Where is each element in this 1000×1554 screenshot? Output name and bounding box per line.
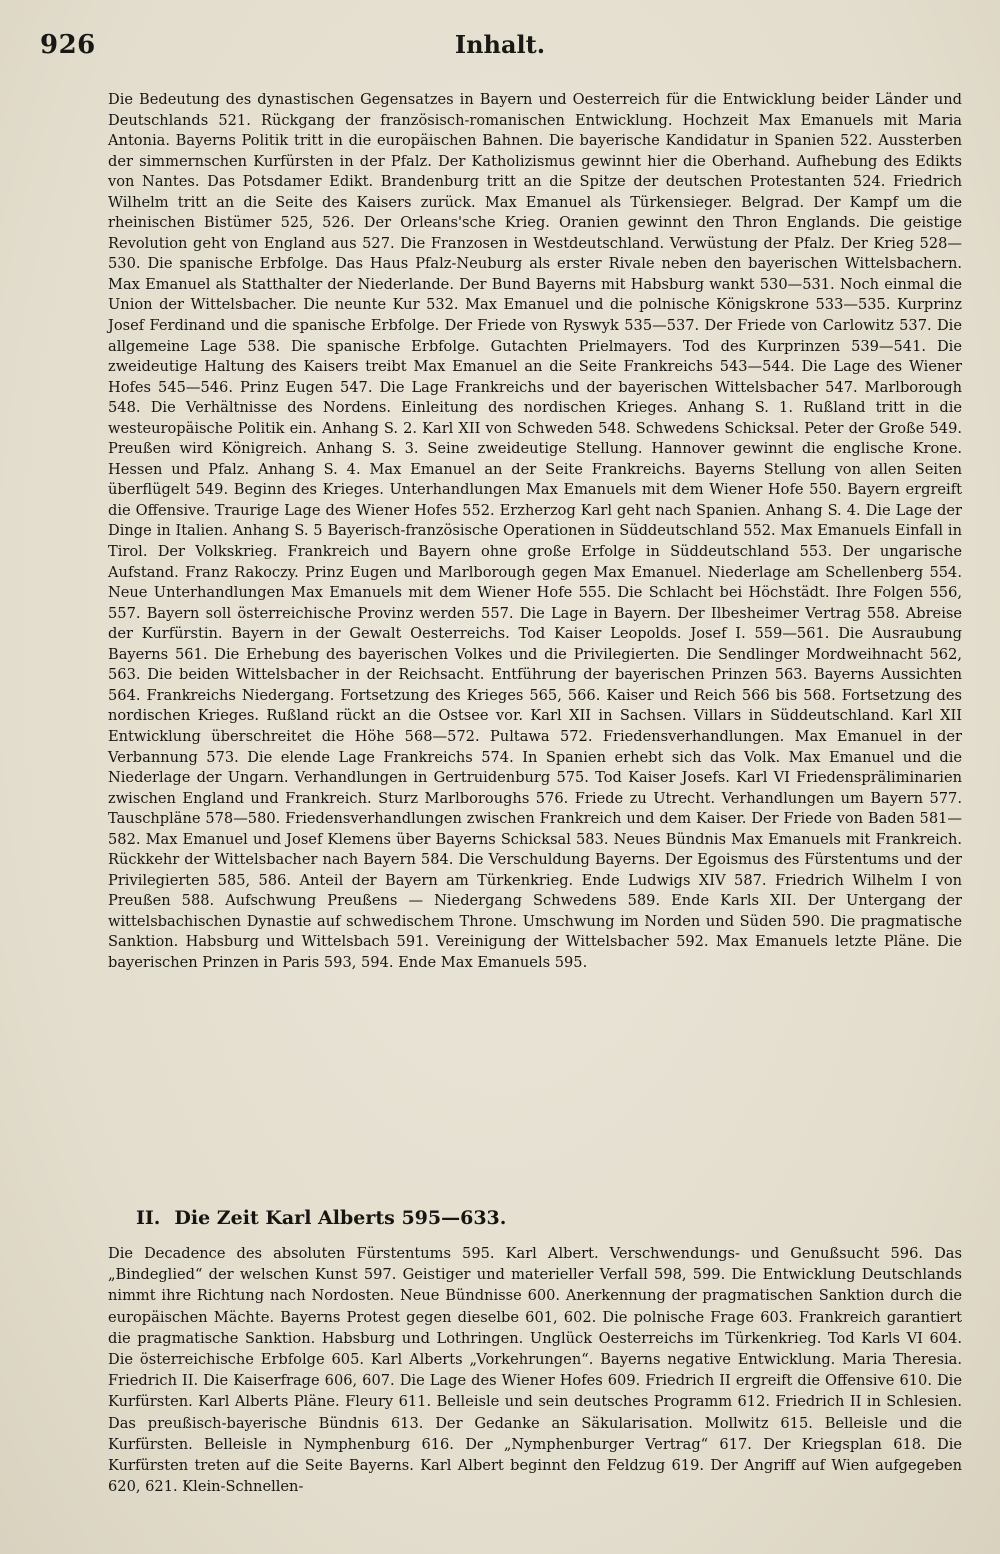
- running-head: Inhalt.: [454, 30, 546, 59]
- section-title: Die Zeit Karl Alberts 595—633.: [174, 1207, 507, 1229]
- toc-paragraph-2: Die Decadence des absoluten Fürstentums 595. Karl Albert. Verschwendungs- und Genußsucht 596. Das „Bindeglied“ der welschen Kunst 597. Geistiger und materieller Verfall 598, 599. Die Entwicklung Deutschlands nimmt ihre Richtung nach Nordosten. Neue Bündnisse 600. Anerkennung der pragmatischen Sanktion durch die europäischen Mächte. Bayerns Protest gegen dieselbe 601, 602. Die polnische Frage 603. Frankreich garantiert die pragmatische Sanktion. Habsburg und Lothringen. Unglück Oesterreichs im Türkenkrieg. Tod Karls VI 604. Die österreichische Erbfolge 605. Karl Alberts „Vorkehrungen“. Bayerns negative Entwicklung. Maria Theresia. Friedrich II. Die Kaiserfrage 606, 607. Die Lage des Wiener Hofes 609. Friedrich II ergreift die Offensive 610. Die Kurfürsten. Karl Alberts Pläne. Fleury 611. Belleisle und sein deutsches Programm 612. Friedrich II in Schlesien. Das preußisch-bayerische Bündnis 613. Der Gedanke an Säkularisation. Mollwitz 615. Belleisle und die Kurfürsten. Belleisle in Nymphenburg 616. Der „Nymphenburger Vertrag“ 617. Der Kriegsplan 618. Die Kurfürsten treten auf die Seite Bayerns. Karl Albert beginnt den Feldzug 619. Der Angriff auf Wien aufgegeben 620, 621. Klein-Schnellen-: [108, 1245, 962, 1496]
- page-number: 926: [40, 30, 96, 60]
- toc-paragraph: Die Bedeutung des dynastischen Gegensatzes in Bayern und Oesterreich für die Entwicklung beider Länder und Deutschlands 521. Rückgang der französisch-romanischen Entwicklung. Hochzeit Max Emanuels mit Maria Antonia. Bayerns Politik tritt in die europäischen Bahnen. Die bayerische Kandidatur in Spanien 522. Aussterben der simmernschen Kurfürsten in der Pfalz. Der Katholizismus gewinnt hier die Oberhand. Aufhebung des Edikts von Nantes. Das Potsdamer Edikt. Brandenburg tritt an die Spitze der deutschen Protestanten 524. Friedrich Wilhelm tritt an die Seite des Kaisers zurück. Max Emanuel als Türkensieger. Belgrad. Der Kampf um die rheinischen Bistümer 525, 526. Der Orleans'sche Krieg. Oranien gewinnt den Thron Englands. Die geistige Revolution geht von England aus 527. Die Franzosen in Westdeutschland. Verwüstung der Pfalz. Der Krieg 528—530. Die spanische Erbfolge. Das Haus Pfalz-Neuburg als erster Rivale neben den bayerischen Wittelsbachern. Max Emanuel als Statthalter der Niederlande. Der Bund Bayerns mit Habsburg wankt 530—531. Noch einmal die Union der Wittelsbacher. Die neunte Kur 532. Max Emanuel und die polnische Königskrone 533—535. Kurprinz Josef Ferdinand und die spanische Erbfolge. Der Friede von Ryswyk 535—537. Der Friede von Carlowitz 537. Die allgemeine Lage 538. Die spanische Erbfolge. Gutachten Prielmayers. Tod des Kurprinzen 539—541. Die zweideutige Haltung des Kaisers treibt Max Emanuel an die Seite Frankreichs 543—544. Die Lage des Wiener Hofes 545—546. Prinz Eugen 547. Die Lage Frankreichs und der bayerischen Wittelsbacher 547. Marlborough 548. Die Verhältnisse des Nordens. Einleitung des nordischen Krieges. Anhang S. 1. Rußland tritt in die westeuropäische Politik ein. Anhang S. 2. Karl XII von Schweden 548. Schwedens Schicksal. Peter der Große 549. Preußen wird Königreich. Anhang S. 3. Seine zweideutige Stellung. Hannover gewinnt die englische Krone. Hessen und Pfalz. Anhang S. 4. Max Emanuel an der Seite Frankreichs. Bayerns Stellung von allen Seiten überflügelt 549. Beginn des Krieges. Unterhandlungen Max Emanuels mit dem Wiener Hofe 550. Bayern ergreift die Offensive. Traurige Lage des Wiener Hofes 552. Erzherzog Karl geht nach Spanien. Anhang S. 4. Die Lage der Dinge in Italien. Anhang S. 5 Bayerisch-französische Operationen in Süddeutschland 552. Max Emanuels Einfall in Tirol. Der Volkskrieg. Frankreich und Bayern ohne große Erfolge in Süddeutschland 553. Der ungarische Aufstand. Franz Rakoczy. Prinz Eugen und Marlborough gegen Max Emanuel. Niederlage am Schellenberg 554. Neue Unterhandlungen Max Emanuels mit dem Wiener Hofe 555. Die Schlacht bei Höchstädt. Ihre Folgen 556, 557. Bayern soll österreichische Provinz werden 557. Die Lage in Bayern. Der Ilbesheimer Vertrag 558. Abreise der Kurfürstin. Bayern in der Gewalt Oesterreichs. Tod Kaiser Leopolds. Josef I. 559—561. Die Ausraubung Bayerns 561. Die Erhebung des bayerischen Volkes und die Privilegierten. Die Sendlinger Mordweihnacht 562, 563. Die beiden Wittelsbacher in der Reichsacht. Entführung der bayerischen Prinzen 563. Bayerns Aussichten 564. Frankreichs Niedergang. Fortsetzung des Krieges 565, 566. Kaiser und Reich 566 bis 568. Fortsetzung des nordischen Krieges. Rußland rückt an die Ostsee vor. Karl XII in Sachsen. Villars in Süddeutschland. Karl XII Entwicklung überschreitet die Höhe 568—572. Pultawa 572. Friedensverhandlungen. Max Emanuel in der Verbannung 573. Die elende Lage Frankreichs 574. In Spanien erhebt sich das Volk. Max Emanuel und die Niederlage der Ungarn. Verhandlungen in Gertruidenburg 575. Tod Kaiser Josefs. Karl VI Friedenspräliminarien zwischen England und Frankreich. Sturz Marlboroughs 576. Friede zu Utrecht. Verhandlungen um Bayern 577. Tauschpläne 578—580. Friedensverhandlungen zwischen Frankreich und dem Kaiser. Der Friede von Baden 581—582. Max Emanuel und Josef Klemens über Bayerns Schicksal 583. Neues Bündnis Max Emanuels mit Frankreich. Rückkehr der Wittelsbacher nach Bayern 584. Die Verschuldung Bayerns. Der Egoismus des Fürstentums und der Privilegierten 585, 586. Anteil der Bayern am Türkenkrieg. Ende Ludwigs XIV 587. Friedrich Wilhelm I von Preußen 588. Aufschwung Preußens — Niedergang Schwedens 589. Ende Karls XII. Der Untergang der wittelsbachischen Dynastie auf schwedischem Throne. Umschwung im Norden und Süden 590. Die pragmatische Sanktion. Habsburg und Wittelsbach 591. Vereinigung der Wittelsbacher 592. Max Emanuels letzte Pläne. Die bayerischen Prinzen in Paris 593, 594. Ende Max Emanuels 595.: [108, 91, 962, 971]
- section-heading: [108, 1207, 962, 1229]
- section-number: II.: [136, 1207, 161, 1229]
- page-header: [40, 30, 960, 70]
